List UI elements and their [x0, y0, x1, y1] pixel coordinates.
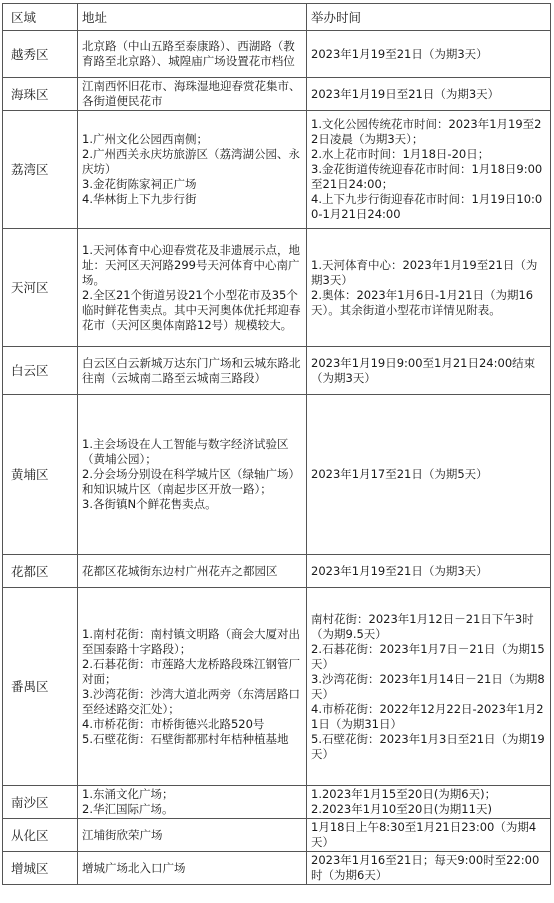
time-cell: [307, 819, 551, 852]
address-line: 1.天河体育中心迎春赏花及非遗展示点，地址：天河区天河路299号天河体育中心南广场。: [82, 242, 300, 287]
address-line: 江南西怀旧花市、海珠湿地迎春赏花集市、各街道便民花市: [82, 79, 301, 108]
address-line: 江埔街欣荣广场: [82, 827, 163, 842]
address-cell: [78, 395, 307, 555]
address-line: 2.华汇国际广场。: [82, 802, 174, 816]
time-line: 南村花街：2023年1月12日－21日下午3时（为期9.5天）: [311, 611, 534, 641]
time-line: 3.沙湾花街：2023年1月14日－21日（为期8天）: [311, 671, 545, 701]
header-time: 举办时间: [307, 4, 551, 31]
address-cell: [78, 852, 307, 885]
time-line: 1月18日上午8:30至1月21日23:00（为期4天）: [311, 820, 537, 849]
address-cell: [78, 786, 307, 819]
time-cell: [307, 555, 551, 588]
address-line: 白云区白云新城万达东门广场和云城东路北往南（云城南二路至云城南三路段）: [82, 355, 301, 385]
address-cell: [78, 819, 307, 852]
header-address: 地址: [78, 4, 307, 31]
address-cell: [78, 229, 307, 347]
time-line: 2.奥体：2023年1月6日-1月21日（为期16天）。其余街道小型花市详情见附表。: [311, 287, 534, 317]
flower-market-table: [2, 3, 551, 885]
address-line: 4.华林街上下九步行街: [82, 192, 197, 206]
region-cell: 从化区: [3, 819, 78, 852]
table-row: [3, 819, 551, 852]
address-line: 3.沙湾花街：沙湾大道北两旁（东湾居路口至经述路交汇处）；: [82, 686, 300, 716]
table-row: [3, 111, 551, 229]
region-cell: 白云区: [3, 347, 78, 395]
address-cell: [78, 111, 307, 229]
time-line: 4.上下九步行街迎春花市时间：1月19日10:00-1月21日24:00: [311, 192, 543, 221]
table-row: [3, 78, 551, 111]
address-line: 1.南村花街：南村镇文明路（商会大厦对出至国泰路十字路段）；: [82, 626, 300, 656]
time-line: 2.2023年1月10至20日(为期11天): [311, 802, 492, 816]
address-cell: [78, 347, 307, 395]
address-line: 北京路（中山五路至泰康路）、西湖路（教育路至北京路）、城隍庙广场设置花市档位: [82, 39, 295, 68]
table-row: [3, 852, 551, 885]
time-cell: [307, 347, 551, 395]
time-line: 4.市桥花街：2022年12月22日-2023年1月21日（为期31日）: [311, 701, 544, 731]
time-line: 1.文化公园传统花市时间：2023年1月19至22日凌晨（为期3天）；: [311, 117, 542, 146]
time-line: 2023年1月19至21日（为期3天）: [311, 46, 488, 61]
address-line: 1.主会场设在人工智能与数字经济试验区（黄埔公园）；: [82, 437, 289, 466]
region-cell: 黄埔区: [3, 395, 78, 555]
table-row: [3, 786, 551, 819]
address-cell: [78, 555, 307, 588]
time-cell: [307, 395, 551, 555]
table-row: [3, 347, 551, 395]
time-line: 1.2023年1月15至20日(为期6天)；: [311, 787, 497, 801]
time-cell: [307, 852, 551, 885]
time-line: 2023年1月17至21日（为期5天）: [311, 467, 488, 481]
region-cell: 增城区: [3, 852, 78, 885]
address-cell: [78, 588, 307, 786]
address-line: 3.各街镇N个鲜花售卖点。: [82, 497, 217, 511]
address-line: 2.全区21个街道另设21个小型花市及35个临时鲜花售卖点。其中天河奥体优托邦迎春花市（天河区奥体南路12号）规模较大。: [82, 287, 301, 332]
time-line: 2023年1月19至21日（为期3天）: [311, 563, 488, 578]
time-cell: [307, 588, 551, 786]
address-line: 4.市桥花街：市桥街德兴北路520号: [82, 716, 265, 731]
time-line: 2.石碁花街：2023年1月7日－21日（为期15天）: [311, 641, 545, 671]
address-line: 3.金花街陈家祠正广场: [82, 177, 197, 191]
time-line: 5.石壁花街：2023年1月3日至21日（为期19天）: [311, 731, 545, 761]
region-cell: 海珠区: [3, 78, 78, 111]
address-line: 2.分会场分别设在科学城片区（绿轴广场）和知识城片区（南起步区开放一路）；: [82, 467, 300, 496]
time-line: 2.水上花市时间：1月18日-20日；: [311, 147, 490, 161]
time-cell: [307, 786, 551, 819]
region-cell: 天河区: [3, 229, 78, 347]
region-cell: 番禺区: [3, 588, 78, 786]
table-row: [3, 395, 551, 555]
header-region: 区域: [3, 4, 78, 31]
table-row: [3, 588, 551, 786]
region-cell: 越秀区: [3, 31, 78, 78]
time-cell: [307, 78, 551, 111]
time-line: 1.天河体育中心：2023年1月19至21日（为期3天）: [311, 257, 538, 287]
time-cell: [307, 31, 551, 78]
time-line: 2023年1月19日至21日（为期3天）: [311, 86, 500, 101]
address-line: 2.石碁花街：市莲路大龙桥路段珠江钢管厂对面；: [82, 656, 300, 686]
address-line: 增城广场北入口广场: [82, 860, 186, 875]
address-line: 2.广州西关永庆坊旅游区（荔湾湖公园、永庆坊）: [82, 147, 300, 176]
time-cell: [307, 111, 551, 229]
region-cell: 荔湾区: [3, 111, 78, 229]
region-cell: 花都区: [3, 555, 78, 588]
table-header-row: [3, 4, 551, 31]
address-line: 5.石壁花街：石壁街都那村年桔种植基地: [82, 731, 289, 746]
region-cell: 南沙区: [3, 786, 78, 819]
time-line: 2023年1月19日9:00至1月21日24:00结束（为期3天）: [311, 355, 536, 385]
table-row: [3, 555, 551, 588]
table-row: [3, 229, 551, 347]
time-line: 3.金花街道传统迎春花市时间：1月18日9:00至21日24:00；: [311, 162, 543, 191]
address-line: 1.广州文化公园西南侧；: [82, 132, 208, 146]
time-line: 2023年1月16至21日；每天9:00时至22:00时（为期6天）: [311, 853, 540, 882]
time-cell: [307, 229, 551, 347]
address-cell: [78, 31, 307, 78]
address-cell: [78, 78, 307, 111]
address-line: 花都区花城街东边村广州花卉之都园区: [82, 563, 278, 578]
address-line: 1.东涌文化广场；: [82, 787, 174, 801]
table-row: [3, 31, 551, 78]
